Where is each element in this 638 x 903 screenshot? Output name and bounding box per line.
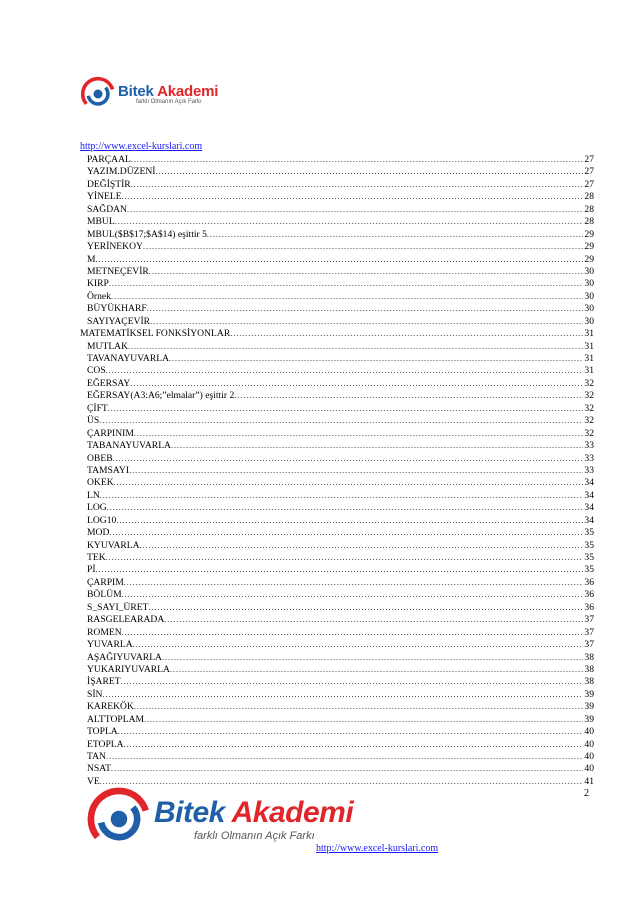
toc-entry[interactable] bbox=[80, 515, 594, 527]
toc-entry[interactable] bbox=[80, 365, 594, 377]
toc-entry[interactable] bbox=[80, 589, 594, 601]
logo-swirl-icon bbox=[86, 786, 152, 852]
toc-leader-dots bbox=[155, 166, 583, 178]
toc-leader-dots bbox=[144, 714, 583, 726]
toc-leader-dots bbox=[96, 564, 584, 576]
footer-link[interactable]: http://www.excel-kurslari.com bbox=[316, 843, 439, 854]
toc-entry-title: LN bbox=[87, 489, 100, 501]
toc-entry-title: AŞAĞIYUVARLA bbox=[87, 651, 162, 663]
page-number: 2 bbox=[584, 788, 589, 799]
toc-entry-title: SAYIYAÇEVİR bbox=[87, 315, 151, 327]
toc-leader-dots bbox=[124, 739, 584, 751]
toc-leader-dots bbox=[171, 440, 583, 452]
toc-entry[interactable] bbox=[80, 291, 594, 303]
toc-entry[interactable] bbox=[80, 204, 594, 216]
toc-entry-page: 29 bbox=[584, 228, 594, 240]
toc-entry-title: ÇARPIM bbox=[87, 576, 124, 588]
toc-entry[interactable] bbox=[80, 179, 594, 191]
toc-leader-dots bbox=[116, 515, 583, 527]
toc-entry-page: 34 bbox=[584, 514, 594, 526]
toc-leader-dots bbox=[164, 614, 583, 626]
toc-entry[interactable] bbox=[80, 664, 594, 676]
toc-entry[interactable] bbox=[80, 577, 594, 589]
toc-leader-dots bbox=[134, 701, 584, 713]
toc-entry[interactable] bbox=[80, 415, 594, 427]
toc-entry-page: 30 bbox=[584, 278, 594, 290]
toc-leader-dots bbox=[113, 453, 584, 465]
toc-entry[interactable] bbox=[80, 428, 594, 440]
toc-entry[interactable] bbox=[80, 154, 594, 166]
toc-leader-dots bbox=[109, 278, 584, 290]
toc-entry[interactable] bbox=[80, 328, 594, 340]
toc-entry[interactable] bbox=[80, 166, 594, 178]
toc-leader-dots bbox=[143, 241, 583, 253]
toc-entry[interactable] bbox=[80, 241, 594, 253]
toc-entry-page: 27 bbox=[584, 154, 594, 165]
toc-entry[interactable] bbox=[80, 614, 594, 626]
toc-entry-page: 38 bbox=[584, 651, 594, 663]
toc-entry[interactable] bbox=[80, 453, 594, 465]
toc-entry-page: 40 bbox=[584, 751, 594, 762]
toc-entry-page: 34 bbox=[584, 477, 594, 489]
toc-entry-title: KAREKÖK bbox=[87, 701, 134, 713]
toc-entry[interactable] bbox=[80, 353, 594, 365]
toc-leader-dots bbox=[162, 652, 583, 664]
toc-entry-title: ÇARPINIM bbox=[87, 427, 134, 439]
brand-tagline: farklı Olmanın Açık Farkı bbox=[136, 99, 202, 105]
toc-entry-title: COS bbox=[87, 365, 106, 377]
toc-entry[interactable] bbox=[80, 564, 594, 576]
toc-entry-page: 39 bbox=[584, 701, 594, 713]
toc-entry[interactable] bbox=[80, 627, 594, 639]
toc-entry[interactable] bbox=[80, 390, 594, 402]
toc-leader-dots bbox=[122, 627, 584, 639]
toc-leader-dots bbox=[150, 316, 583, 328]
toc-entry[interactable] bbox=[80, 751, 594, 763]
table-of-contents bbox=[80, 154, 594, 788]
toc-entry[interactable] bbox=[80, 701, 594, 713]
toc-leader-dots bbox=[99, 415, 583, 427]
footer-logo bbox=[86, 786, 353, 852]
toc-entry[interactable] bbox=[80, 440, 594, 452]
toc-leader-dots bbox=[131, 154, 584, 166]
toc-entry[interactable] bbox=[80, 676, 594, 688]
brand-tagline: farklı Olmanın Açık Farkı bbox=[194, 830, 315, 842]
toc-entry-title: NSAT bbox=[87, 763, 111, 775]
toc-entry[interactable] bbox=[80, 216, 594, 228]
toc-entry-page: 30 bbox=[584, 290, 594, 302]
toc-entry-title: TAVANAYUVARLA bbox=[87, 353, 170, 364]
toc-entry-page: 32 bbox=[584, 427, 594, 439]
toc-leader-dots bbox=[124, 577, 584, 589]
toc-entry-page: 33 bbox=[584, 452, 594, 464]
toc-entry-title: LOG bbox=[87, 502, 107, 514]
toc-leader-dots bbox=[128, 341, 583, 353]
toc-entry-title: YUVARLA bbox=[87, 639, 133, 651]
toc-leader-dots bbox=[118, 726, 584, 738]
toc-entry-title: YAZIM.DÜZENİ bbox=[87, 166, 156, 178]
toc-entry-page: 31 bbox=[584, 340, 594, 352]
toc-entry-title: TABANAYUVARLA bbox=[87, 440, 171, 452]
toc-leader-dots bbox=[234, 390, 583, 402]
toc-leader-dots bbox=[107, 502, 584, 514]
toc-entry-title: YİNELE bbox=[87, 191, 122, 203]
toc-leader-dots bbox=[133, 639, 584, 651]
toc-entry-title: MBUL bbox=[87, 216, 115, 228]
toc-entry-page: 28 bbox=[584, 216, 594, 228]
toc-entry-page: 30 bbox=[584, 303, 594, 315]
toc-leader-dots bbox=[115, 216, 584, 228]
toc-entry-page: 35 bbox=[584, 552, 594, 563]
toc-entry-page: 30 bbox=[584, 265, 594, 277]
brand-name: Bitek Akademi bbox=[154, 796, 354, 829]
toc-entry-title: SİN bbox=[87, 688, 103, 700]
toc-entry[interactable] bbox=[80, 465, 594, 477]
toc-leader-dots bbox=[170, 664, 583, 676]
toc-entry-page: 37 bbox=[584, 639, 594, 651]
toc-entry[interactable] bbox=[80, 502, 594, 514]
toc-entry[interactable] bbox=[80, 602, 594, 614]
toc-entry[interactable] bbox=[80, 254, 594, 266]
toc-leader-dots bbox=[106, 365, 584, 377]
toc-entry-page: 27 bbox=[584, 166, 594, 178]
toc-entry-page: 31 bbox=[584, 353, 594, 364]
toc-entry-title: KYUVARLA bbox=[87, 539, 140, 551]
toc-entry-page: 35 bbox=[584, 564, 594, 576]
toc-leader-dots bbox=[102, 689, 583, 701]
toc-entry-page: 40 bbox=[584, 763, 594, 775]
toc-entry-title: ETOPLA bbox=[87, 738, 124, 750]
header-link[interactable]: http://www.excel-kurslari.com bbox=[80, 141, 203, 152]
toc-leader-dots bbox=[109, 527, 583, 539]
toc-leader-dots bbox=[134, 428, 583, 440]
toc-entry-page: 32 bbox=[584, 402, 594, 414]
toc-entry[interactable] bbox=[80, 278, 594, 290]
toc-leader-dots bbox=[122, 191, 584, 203]
toc-entry-page: 30 bbox=[584, 315, 594, 327]
toc-entry-title: Örnek bbox=[87, 290, 111, 302]
toc-entry-title: S_SAYI_ÜRET bbox=[87, 601, 149, 613]
toc-entry-title: OBEB bbox=[87, 452, 113, 464]
toc-leader-dots bbox=[96, 254, 584, 266]
toc-entry-title: ÜS bbox=[87, 415, 100, 427]
toc-entry-title: ALTTOPLAM bbox=[87, 713, 145, 725]
toc-entry-title: BÜYÜKHARF bbox=[87, 303, 147, 315]
toc-entry-title: TAMSAYI bbox=[87, 464, 130, 476]
toc-entry-page: 29 bbox=[584, 241, 594, 253]
toc-leader-dots bbox=[130, 378, 583, 390]
toc-entry-page: 41 bbox=[584, 775, 594, 787]
toc-entry[interactable] bbox=[80, 714, 594, 726]
toc-entry-page: 38 bbox=[584, 663, 594, 675]
toc-entry[interactable] bbox=[80, 763, 594, 775]
toc-entry-page: 37 bbox=[584, 626, 594, 638]
toc-entry-title: TEK bbox=[87, 552, 106, 563]
toc-leader-dots bbox=[207, 229, 583, 241]
toc-leader-dots bbox=[111, 763, 583, 775]
toc-entry[interactable] bbox=[80, 316, 594, 328]
toc-entry[interactable] bbox=[80, 739, 594, 751]
toc-entry[interactable] bbox=[80, 191, 594, 203]
toc-entry-title: M bbox=[87, 253, 96, 265]
toc-entry-page: 29 bbox=[584, 253, 594, 265]
toc-entry-page: 36 bbox=[584, 576, 594, 588]
toc-entry-page: 36 bbox=[584, 589, 594, 601]
toc-entry-page: 40 bbox=[584, 738, 594, 750]
toc-entry-page: 35 bbox=[584, 527, 594, 539]
toc-leader-dots bbox=[230, 328, 583, 340]
toc-entry-title: DEĞİŞTİR bbox=[87, 178, 131, 190]
toc-entry-page: 35 bbox=[584, 539, 594, 551]
toc-leader-dots bbox=[169, 353, 583, 365]
toc-entry[interactable] bbox=[80, 229, 594, 241]
toc-leader-dots bbox=[121, 676, 584, 688]
toc-entry-title: EĞERSAY(A3:A6;”elmalar”) eşittir 2 bbox=[87, 390, 235, 402]
toc-entry-title: TOPLA bbox=[87, 726, 118, 738]
toc-entry-page: 39 bbox=[584, 688, 594, 700]
toc-entry-page: 31 bbox=[584, 328, 594, 340]
toc-leader-dots bbox=[111, 291, 583, 303]
toc-entry-page: 28 bbox=[584, 203, 594, 215]
toc-entry[interactable] bbox=[80, 540, 594, 552]
toc-entry-page: 34 bbox=[584, 489, 594, 501]
toc-entry-title: EĞERSAY bbox=[87, 377, 131, 389]
toc-entry-page: 33 bbox=[584, 464, 594, 476]
toc-leader-dots bbox=[147, 303, 584, 315]
toc-entry-title: VE bbox=[87, 775, 100, 787]
toc-entry[interactable] bbox=[80, 726, 594, 738]
toc-entry[interactable] bbox=[80, 527, 594, 539]
toc-entry-page: 28 bbox=[584, 191, 594, 203]
toc-entry[interactable] bbox=[80, 266, 594, 278]
toc-entry-title: OKEK bbox=[87, 477, 114, 489]
toc-entry-page: 40 bbox=[584, 726, 594, 738]
toc-leader-dots bbox=[106, 552, 584, 564]
toc-entry[interactable] bbox=[80, 378, 594, 390]
toc-leader-dots bbox=[129, 465, 583, 477]
toc-entry-page: 37 bbox=[584, 614, 594, 626]
toc-entry-page: 33 bbox=[584, 440, 594, 452]
toc-entry-title: SAĞDAN bbox=[87, 203, 127, 215]
toc-leader-dots bbox=[140, 540, 584, 552]
toc-entry-title: ROMEN bbox=[87, 626, 122, 638]
toc-entry-title: MATEMATİKSEL FONKSİYONLAR bbox=[80, 328, 231, 340]
toc-entry-page: 32 bbox=[584, 377, 594, 389]
toc-entry-title: LOG10 bbox=[87, 514, 117, 526]
toc-leader-dots bbox=[114, 477, 584, 489]
toc-entry[interactable] bbox=[80, 477, 594, 489]
toc-entry[interactable] bbox=[80, 552, 594, 564]
toc-entry[interactable] bbox=[80, 652, 594, 664]
toc-entry-title: İŞARET bbox=[87, 676, 121, 688]
toc-leader-dots bbox=[148, 602, 583, 614]
toc-entry-page: 31 bbox=[584, 365, 594, 377]
toc-entry-title: MOD bbox=[87, 527, 110, 539]
toc-leader-dots bbox=[122, 589, 584, 601]
toc-leader-dots bbox=[127, 204, 583, 216]
toc-entry[interactable] bbox=[80, 490, 594, 502]
toc-entry[interactable] bbox=[80, 341, 594, 353]
brand-name: Bitek Akademi bbox=[118, 83, 219, 100]
toc-entry[interactable] bbox=[80, 303, 594, 315]
toc-entry-title: PARÇAAL bbox=[87, 154, 131, 165]
toc-entry-title: RASGELEARADA bbox=[87, 614, 165, 626]
toc-entry-page: 39 bbox=[584, 713, 594, 725]
toc-entry-title: YERİNEKOY bbox=[87, 241, 143, 253]
toc-leader-dots bbox=[149, 266, 584, 278]
toc-entry-title: METNEÇEVİR bbox=[87, 265, 149, 277]
header-logo bbox=[80, 76, 218, 112]
toc-entry-title: YUKARIYUVARLA bbox=[87, 663, 170, 675]
toc-leader-dots bbox=[108, 403, 584, 415]
toc-entry-title: MUTLAK bbox=[87, 340, 129, 352]
toc-entry-title: ÇİFT bbox=[87, 402, 108, 414]
toc-entry[interactable] bbox=[80, 689, 594, 701]
toc-entry-title: KIRP bbox=[87, 278, 109, 290]
toc-leader-dots bbox=[106, 751, 583, 763]
toc-entry-title: MBUL($B$17;$A$14) eşittir 5 bbox=[87, 228, 207, 240]
toc-entry[interactable] bbox=[80, 639, 594, 651]
toc-entry-title: Pİ bbox=[87, 564, 96, 576]
toc-entry[interactable] bbox=[80, 403, 594, 415]
toc-entry-title: TAN bbox=[87, 751, 106, 762]
toc-entry-page: 36 bbox=[584, 601, 594, 613]
toc-leader-dots bbox=[100, 490, 584, 502]
toc-entry-title: BÖLÜM bbox=[87, 589, 122, 601]
toc-entry-page: 32 bbox=[584, 415, 594, 427]
toc-entry-page: 38 bbox=[584, 676, 594, 688]
toc-entry-page: 34 bbox=[584, 502, 594, 514]
logo-swirl-icon bbox=[80, 76, 116, 112]
toc-leader-dots bbox=[131, 179, 584, 191]
toc-entry-page: 27 bbox=[584, 178, 594, 190]
toc-entry-page: 32 bbox=[584, 390, 594, 402]
